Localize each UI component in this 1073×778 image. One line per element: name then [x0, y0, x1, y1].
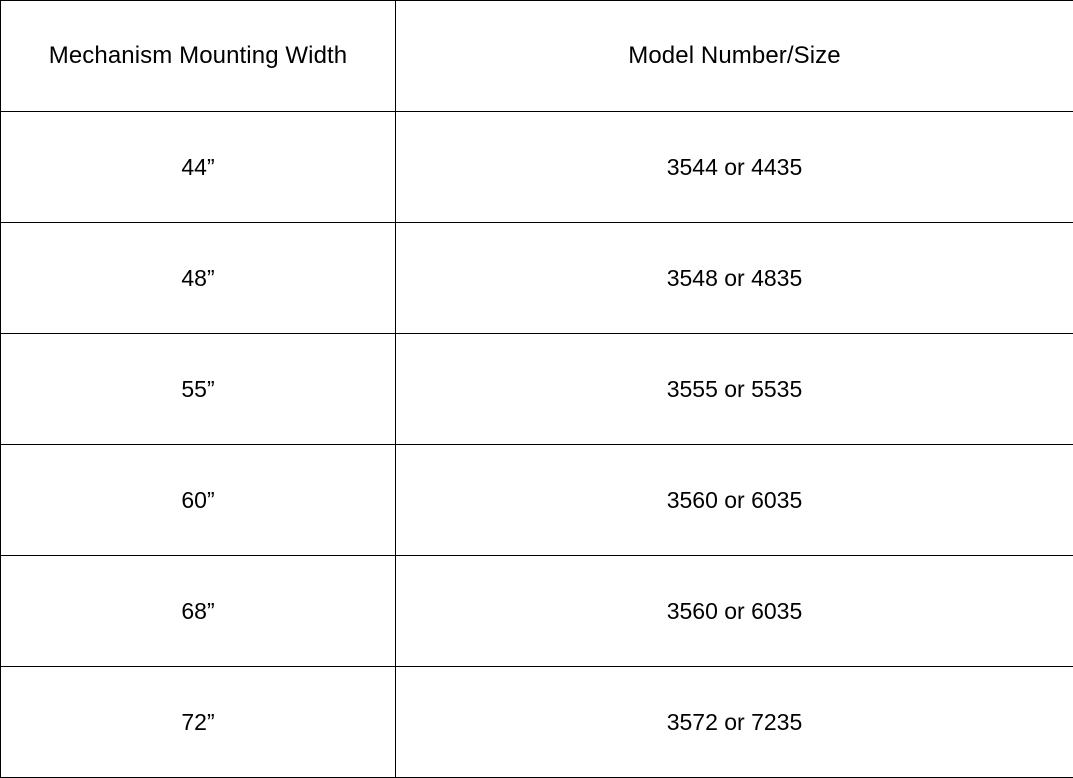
cell-mounting-width	[1, 445, 396, 556]
cell-model-number	[396, 556, 1073, 667]
table-row	[1, 334, 1073, 445]
cell-mounting-width	[1, 112, 396, 223]
column-header-mounting-width	[1, 1, 396, 112]
cell-mounting-width-value: 68”	[1, 556, 395, 666]
column-header-model-number-label: Model Number/Size	[396, 1, 1073, 111]
cell-mounting-width	[1, 223, 396, 334]
cell-model-number	[396, 445, 1073, 556]
table-row	[1, 445, 1073, 556]
cell-model-number-value: 3548 or 4835	[396, 223, 1073, 333]
table-row	[1, 223, 1073, 334]
cell-model-number-value: 3560 or 6035	[396, 556, 1073, 666]
cell-model-number-value: 3555 or 5535	[396, 334, 1073, 444]
cell-model-number	[396, 112, 1073, 223]
table-body	[1, 112, 1073, 778]
cell-model-number-value: 3560 or 6035	[396, 445, 1073, 555]
cell-mounting-width-value: 72”	[1, 667, 395, 777]
cell-model-number	[396, 667, 1073, 778]
cell-mounting-width-value: 60”	[1, 445, 395, 555]
cell-mounting-width-value: 55”	[1, 334, 395, 444]
table-row	[1, 556, 1073, 667]
table-header-row	[1, 1, 1073, 112]
cell-model-number-value: 3544 or 4435	[396, 112, 1073, 222]
cell-model-number	[396, 334, 1073, 445]
column-header-mounting-width-label: Mechanism Mounting Width	[1, 1, 395, 111]
cell-mounting-width-value: 48”	[1, 223, 395, 333]
column-header-model-number	[396, 1, 1073, 112]
cell-mounting-width	[1, 334, 396, 445]
cell-model-number-value: 3572 or 7235	[396, 667, 1073, 777]
table-row	[1, 667, 1073, 778]
table-row	[1, 112, 1073, 223]
cell-model-number	[396, 223, 1073, 334]
cell-mounting-width-value: 44”	[1, 112, 395, 222]
cell-mounting-width	[1, 667, 396, 778]
table-header	[1, 1, 1073, 112]
cell-mounting-width	[1, 556, 396, 667]
